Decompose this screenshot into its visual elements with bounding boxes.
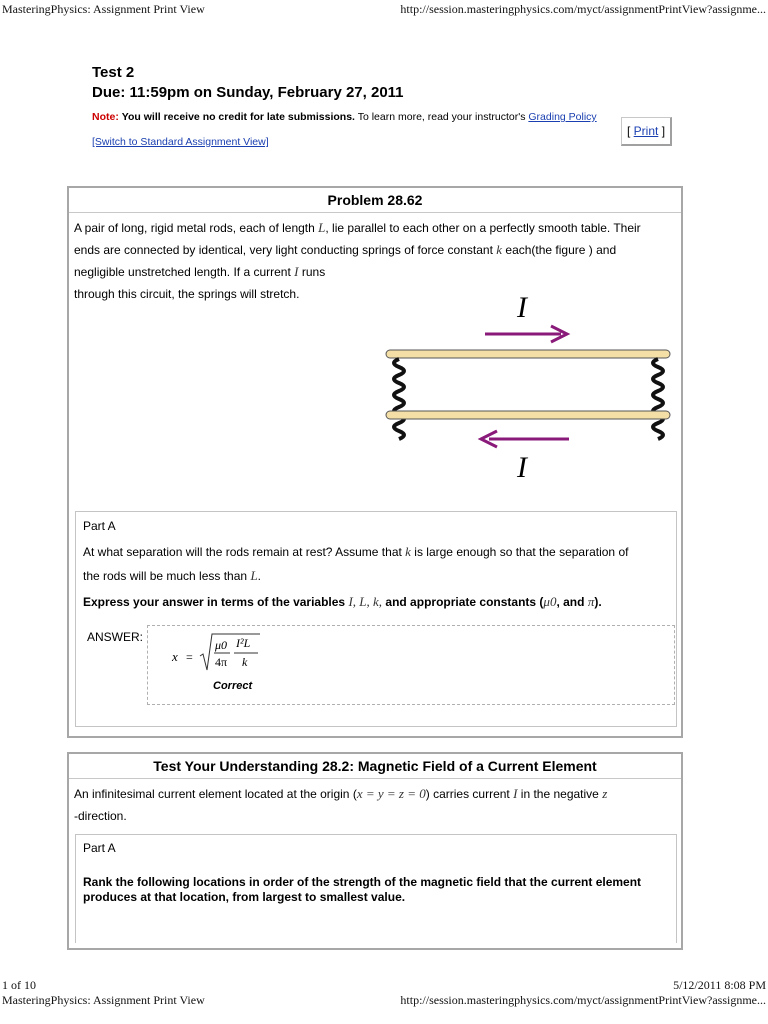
- statement-text: runs: [301, 265, 326, 279]
- answer-num1: μ0: [215, 638, 228, 652]
- part-a-box: [75, 511, 677, 727]
- answer-box: [147, 625, 675, 705]
- print-bracket-open: [: [626, 124, 631, 138]
- statement-text: -direction.: [74, 809, 127, 823]
- current-label-top: I: [517, 291, 527, 324]
- answer-num2: I²L: [236, 636, 251, 650]
- note-text: To learn more, read your instructor's: [357, 111, 526, 123]
- sqrt-sign: [200, 634, 260, 670]
- note-label: Note:: [92, 111, 119, 123]
- spring-right: [653, 359, 663, 439]
- due-date: Due: 11:59pm on Sunday, February 27, 2011: [92, 84, 404, 101]
- statement-text: ) carries current: [425, 787, 510, 801]
- understanding-title: Test Your Understanding 28.2: Magnetic Field of a Current Element: [69, 754, 681, 779]
- answer-label: ANSWER:: [87, 630, 144, 644]
- statement-line-2: [74, 239, 676, 261]
- answer-den1: 4π: [215, 655, 228, 669]
- instruction-text: Express your answer in terms of the variables: [83, 595, 346, 609]
- statement-text: An infinitesimal current element located at the origin (: [74, 787, 357, 801]
- statement-text: ends are connected by identical, very light conducting springs of force constant: [74, 243, 493, 257]
- ranking-question: Rank the following locations in order of the strength of the magnetic field that the current element produces at that location, from largest to smallest value.: [83, 875, 642, 904]
- statement-text: each(the figure ) and: [505, 243, 617, 257]
- print-bracket-close: ]: [661, 124, 666, 138]
- late-note: [92, 111, 597, 123]
- statement-line-3: [74, 261, 676, 283]
- answer-instructions: [83, 592, 602, 612]
- header-url: http://session.masteringphysics.com/myct/assignmentPrintView?assignme...: [400, 2, 766, 16]
- spring-left: [394, 359, 404, 439]
- problem-title: Problem 28.62: [69, 188, 681, 213]
- var-L: L: [318, 220, 326, 235]
- print-link[interactable]: Print: [633, 124, 659, 138]
- question-text: the rods will be much less than: [83, 569, 248, 583]
- print-footer: [2, 978, 766, 1018]
- bottom-rod: [386, 411, 670, 419]
- footer-page-count: 1 of 10: [2, 978, 36, 992]
- problem-panel: [67, 186, 683, 738]
- statement-text: A pair of long, rigid metal rods, each of length: [74, 221, 315, 235]
- assignment-header: [92, 63, 597, 123]
- current-label-bottom: I: [517, 451, 527, 484]
- statement-line-1: [74, 217, 676, 239]
- statement-text: , lie parallel to each other on a perfectly smooth table. Their: [325, 221, 641, 235]
- const-mu0: μ0: [543, 594, 557, 609]
- statement-text: negligible unstretched length. If a current: [74, 265, 291, 279]
- arrow-left: [481, 431, 569, 447]
- answer-den2: k: [242, 655, 248, 669]
- understanding-panel: [67, 752, 683, 950]
- var-z: z: [602, 786, 608, 801]
- var-L: L: [250, 568, 258, 583]
- footer-url: http://session.masteringphysics.com/myct/assignmentPrintView?assignme...: [400, 993, 766, 1007]
- question-text: At what separation will the rods remain at rest? Assume that: [83, 545, 402, 559]
- top-rod: [386, 350, 670, 358]
- var-I: I: [294, 264, 299, 279]
- answer-formula: [168, 630, 288, 676]
- instruction-text: , and: [556, 595, 585, 609]
- instruction-text: and appropriate constants (: [385, 595, 544, 609]
- understanding-part-a-box: [75, 834, 677, 943]
- switch-view-link[interactable]: [Switch to Standard Assignment View]: [92, 136, 269, 148]
- grading-policy-link[interactable]: Grading Policy: [528, 111, 597, 123]
- var-k: k: [405, 544, 411, 559]
- understanding-part-a-label: Part A: [83, 841, 116, 855]
- print-button-box: [621, 117, 672, 146]
- understanding-statement: [69, 779, 681, 831]
- question-text: .: [257, 569, 262, 583]
- part-a-question: [83, 540, 669, 588]
- part-a-label: Part A: [83, 519, 116, 533]
- note-bold-text: You will receive no credit for late submissions.: [121, 111, 355, 123]
- question-text: is large enough so that the separation of: [414, 545, 629, 559]
- statement-text: in the negative: [520, 787, 599, 801]
- answer-lhs: x: [172, 649, 178, 664]
- rods-figure: [383, 284, 673, 484]
- footer-page-title: MasteringPhysics: Assignment Print View: [2, 993, 205, 1007]
- arrow-right: [485, 326, 567, 342]
- var-I: I: [513, 786, 518, 801]
- instruction-vars: I, L, k,: [348, 594, 383, 609]
- origin-math: x = y = z = 0: [356, 786, 426, 801]
- statement-line-4: through this circuit, the springs will stretch.: [74, 287, 300, 301]
- header-page-title: MasteringPhysics: Assignment Print View: [2, 2, 205, 16]
- correct-status: Correct: [213, 680, 253, 692]
- footer-datetime: 5/12/2011 8:08 PM: [673, 978, 766, 992]
- var-k: k: [496, 242, 503, 257]
- answer-eq: =: [186, 650, 193, 664]
- print-header: [2, 2, 766, 18]
- instruction-text: ).: [594, 595, 602, 609]
- assignment-title: Test 2: [92, 64, 135, 81]
- const-pi: π: [587, 594, 595, 609]
